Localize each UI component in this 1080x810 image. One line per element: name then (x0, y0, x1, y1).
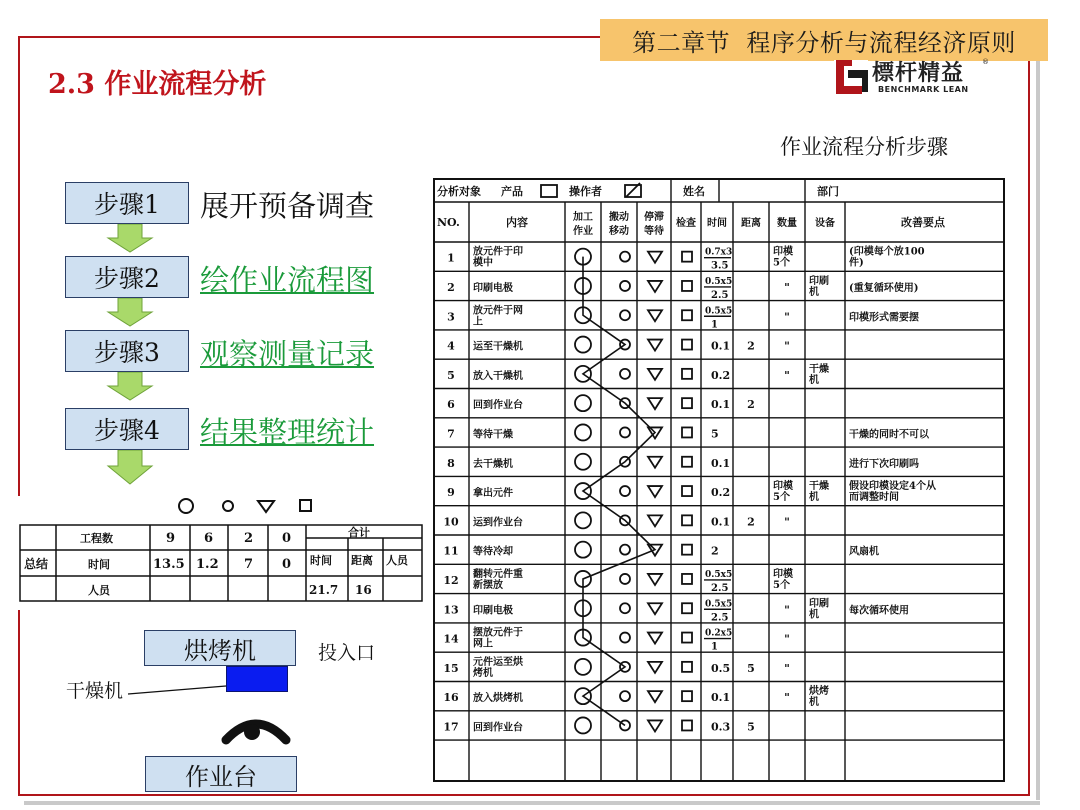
summary-total-col: 时间 (310, 554, 332, 567)
sheet-row-note: 干燥的同时不可以 (849, 429, 929, 441)
sheet-row-content: 印刷电极 (473, 282, 513, 294)
sheet-row-time: 0.1 (711, 515, 731, 529)
sheet-row-quantity: " (784, 661, 790, 675)
delay-symbol-icon (258, 501, 274, 512)
step-arrow-2-icon (108, 298, 152, 326)
sheet-row-time: 2 (711, 544, 719, 558)
sheet-header-inspect: 检查 (676, 218, 696, 229)
sheet-row-note: (重复循环使用) (849, 282, 919, 294)
sheet-row-content: 放入干燥机 (473, 370, 523, 382)
sheet-row-note: (印模每个放100 (849, 246, 925, 258)
sheet-row-time: 0.5x5 (705, 599, 733, 610)
sheet-row-content: 回到作业台 (473, 400, 523, 412)
sheet-row-no: 16 (443, 691, 459, 705)
step-4-label: 步骤4 (65, 408, 189, 450)
frame-right-shadow (1036, 60, 1040, 800)
sheet-row-equipment: 印刷 (809, 598, 829, 610)
step-arrow-4-icon (108, 450, 152, 484)
step-4-link[interactable]: 结果整理统计 (200, 415, 375, 449)
operator-eye-icon (220, 706, 292, 756)
sheet-row-no: 4 (447, 339, 455, 353)
sheet-row-distance: 2 (747, 515, 755, 529)
sheet-row-quantity: " (784, 603, 790, 617)
sheet-row-time: 1 (711, 641, 718, 653)
sheet-row-quantity: 印模 (773, 481, 793, 493)
step-1-label: 步骤1 (65, 182, 189, 224)
section-subtitle: 作业流程分析步骤 (780, 135, 948, 159)
sheet-object-label: 分析对象 (437, 185, 481, 198)
summary-cell: 13.5 (153, 557, 185, 572)
svg-text:®: ® (982, 58, 989, 66)
frame-bottom-shadow (24, 801, 1040, 805)
summary-cell: 9 (166, 531, 176, 546)
sheet-row-time: 2.5 (711, 612, 729, 624)
sheet-row-no: 1 (447, 251, 455, 265)
sheet-row-quantity: " (784, 691, 790, 705)
frame-left-line (18, 36, 20, 496)
summary-cell: 6 (204, 531, 214, 546)
summary-row-label: 总结 (24, 557, 49, 571)
transport-symbol-icon (223, 501, 233, 511)
sheet-row-no: 3 (447, 310, 455, 324)
sheet-header-delay: 停滞 (644, 212, 664, 223)
sheet-row-content: 烤机 (473, 667, 493, 679)
sheet-row-content: 等待干燥 (473, 429, 513, 441)
sheet-row-time: 1 (711, 319, 718, 331)
step-2-link[interactable]: 绘作业流程图 (200, 263, 375, 297)
summary-total-col: 人员 (386, 554, 408, 567)
sheet-header-operation: 加工 (573, 212, 593, 223)
sheet-row-content: 新摆放 (473, 579, 503, 591)
summary-total-header: 合计 (348, 526, 370, 539)
sheet-row-equipment: 机 (809, 697, 819, 709)
sheet-row-content: 拿出元件 (473, 488, 513, 500)
step-1-text: 展开预备调查 (200, 189, 375, 223)
sheet-row-quantity: " (784, 632, 790, 646)
sheet-header-content: 内容 (506, 216, 528, 229)
sheet-row-time: 0.2x5 (705, 628, 733, 639)
sheet-row-no: 12 (443, 573, 459, 587)
sheet-row-time: 2.5 (711, 582, 729, 594)
inspection-symbol-icon (300, 500, 311, 511)
summary-cell: 2 (244, 531, 254, 546)
page-title: 2.3 作业流程分析 (48, 69, 267, 100)
sheet-row-time: 2.5 (711, 289, 729, 301)
dryer-label: 干燥机 (66, 680, 124, 702)
sheet-row-no: 17 (443, 720, 459, 734)
sheet-row-note: 进行下次印刷吗 (849, 458, 919, 470)
summary-total-value: 21.7 (309, 583, 339, 597)
sheet-row-equipment: 印刷 (809, 275, 829, 287)
sheet-row-content: 运到作业台 (473, 517, 523, 529)
sheet-name-label: 姓名 (683, 185, 705, 198)
sheet-row-time: 0.5x5 (705, 569, 733, 580)
sheet-row-content: 模中 (473, 257, 493, 269)
sheet-header-notes: 改善要点 (901, 216, 945, 229)
step-2-label: 步骤2 (65, 256, 189, 298)
workbench-label: 作业台 (145, 756, 297, 792)
sheet-row-no: 2 (447, 280, 455, 294)
sheet-row-quantity: " (784, 515, 790, 529)
dryer-leader-line (126, 684, 230, 696)
sheet-row-time: 0.1 (711, 339, 731, 353)
sheet-row-distance: 2 (747, 398, 755, 412)
sheet-row-no: 13 (443, 603, 459, 617)
frame-bottom-line (18, 794, 1030, 796)
chapter-banner: 第二章节 程序分析与流程经济原则 (600, 19, 1048, 61)
sheet-row-equipment: 机 (809, 374, 819, 386)
sheet-row-time: 0.7x3 (705, 247, 733, 258)
summary-cell: 1.2 (196, 557, 219, 572)
summary-cell: 0 (282, 531, 292, 546)
sheet-header-no: NO. (437, 216, 460, 229)
sheet-row-no: 9 (447, 486, 455, 500)
sheet-row-time: 0.3 (711, 720, 731, 734)
sheet-row-quantity: 印模 (773, 246, 793, 258)
sheet-header-equipment: 设备 (815, 218, 835, 229)
sheet-row-time: 0.2 (711, 368, 731, 382)
logo-subtext: BENCHMARK LEAN (878, 85, 969, 94)
sheet-row-quantity: " (784, 310, 790, 324)
dryer-block (226, 666, 288, 692)
sheet-row-content: 上 (473, 316, 483, 328)
sheet-dept-label: 部门 (817, 185, 839, 198)
sheet-row-time: 0.5x5 (705, 306, 733, 317)
step-arrow-3-icon (108, 372, 152, 400)
summary-total-col: 距离 (351, 554, 373, 567)
sheet-row-content: 印刷电极 (473, 605, 513, 617)
sheet-row-time: 0.1 (711, 456, 731, 470)
summary-symbols (179, 499, 311, 513)
sheet-header-operation: 作业 (573, 226, 593, 237)
sheet-header-distance: 距离 (741, 218, 761, 229)
sheet-row-no: 6 (447, 398, 455, 412)
sheet-row-quantity: " (784, 339, 790, 353)
sheet-header-delay: 等待 (644, 226, 664, 237)
summary-table (18, 492, 428, 612)
step-arrow-1-icon (108, 224, 152, 252)
sheet-header-time: 时间 (707, 218, 727, 229)
sheet-row-no: 11 (443, 544, 459, 558)
sheet-row-distance: 5 (747, 661, 755, 675)
sheet-row-equipment: 机 (809, 286, 819, 298)
sheet-row-content: 元件运至烘 (473, 656, 523, 668)
sheet-header-transport: 移动 (609, 226, 629, 237)
step-3-link[interactable]: 观察测量记录 (200, 337, 375, 371)
sheet-row-time: 0.1 (711, 398, 731, 412)
sheet-row-content: 放入烘烤机 (473, 693, 523, 705)
sheet-row-quantity: 5个 (773, 492, 790, 504)
baking-machine-label: 烘烤机 (144, 630, 296, 666)
sheet-row-content: 回到作业台 (473, 722, 523, 734)
sheet-operator-label: 操作者 (569, 185, 602, 198)
sheet-row-content: 网上 (473, 638, 493, 650)
sheet-row-time: 0.5 (711, 661, 731, 675)
summary-row-name-1: 工程数 (80, 532, 113, 545)
summary-cell: 0 (282, 557, 292, 572)
sheet-row-no: 10 (443, 515, 459, 529)
sheet-row-equipment: 干燥 (809, 481, 829, 493)
sheet-header-quantity: 数量 (777, 218, 797, 229)
sheet-row-note: 印模形式需要摆 (849, 312, 919, 324)
sheet-row-time: 5 (711, 427, 719, 441)
sheet-row-note: 假设印模设定4个从 (849, 481, 936, 493)
sheet-product-label: 产品 (501, 185, 523, 198)
sheet-row-time: 0.5x5 (705, 276, 733, 287)
sheet-row-note: 件) (849, 257, 864, 269)
sheet-row-time: 0.2 (711, 486, 731, 500)
sheet-row-content: 摆放元件于 (473, 627, 523, 639)
summary-cell: 7 (244, 557, 254, 572)
sheet-row-equipment: 机 (809, 609, 819, 621)
summary-row-name-3: 人员 (88, 584, 110, 597)
sheet-row-quantity: 5个 (773, 579, 790, 591)
sheet-row-no: 14 (443, 632, 459, 646)
sheet-row-content: 运至干燥机 (473, 341, 523, 353)
frame-right-line (1028, 36, 1030, 796)
sheet-row-quantity: " (784, 280, 790, 294)
logo-mark-icon (834, 60, 868, 94)
sheet-row-no: 15 (443, 661, 459, 675)
sheet-row-quantity: " (784, 368, 790, 382)
sheet-row-equipment: 烘烤 (809, 686, 829, 698)
sheet-row-time: 0.1 (711, 691, 731, 705)
summary-row-name-2: 时间 (88, 558, 110, 571)
inlet-label: 投入口 (318, 642, 376, 664)
sheet-row-note: 而调整时间 (849, 492, 899, 504)
sheet-header-transport: 搬动 (609, 212, 629, 223)
logo-wordmark: 標杆精益 (872, 61, 965, 86)
sheet-row-equipment: 干燥 (809, 363, 829, 375)
frame-left-line-lower (18, 610, 20, 796)
sheet-row-content: 放元件于网 (473, 305, 523, 317)
step-3-label: 步骤3 (65, 330, 189, 372)
sheet-row-distance: 5 (747, 720, 755, 734)
sheet-row-quantity: 印模 (773, 568, 793, 580)
sheet-row-no: 8 (447, 456, 455, 470)
sheet-row-distance: 2 (747, 339, 755, 353)
sheet-row-no: 7 (447, 427, 455, 441)
sheet-row-note: 每次循环使用 (849, 605, 909, 617)
summary-total-value: 16 (355, 583, 372, 597)
sheet-row-content: 等待冷却 (473, 546, 513, 558)
sheet-row-note: 风扇机 (849, 546, 879, 558)
sheet-row-quantity: 5个 (773, 257, 790, 269)
sheet-row-content: 去干燥机 (473, 458, 513, 470)
sheet-row-content: 翻转元件重 (473, 568, 523, 580)
operation-symbol-icon (179, 499, 193, 513)
sheet-row-equipment: 机 (809, 492, 819, 504)
sheet-row-no: 5 (447, 368, 455, 382)
flow-process-sheet (433, 178, 1005, 782)
sheet-row-time: 3.5 (711, 260, 729, 272)
sheet-row-content: 放元件于印 (473, 246, 523, 258)
